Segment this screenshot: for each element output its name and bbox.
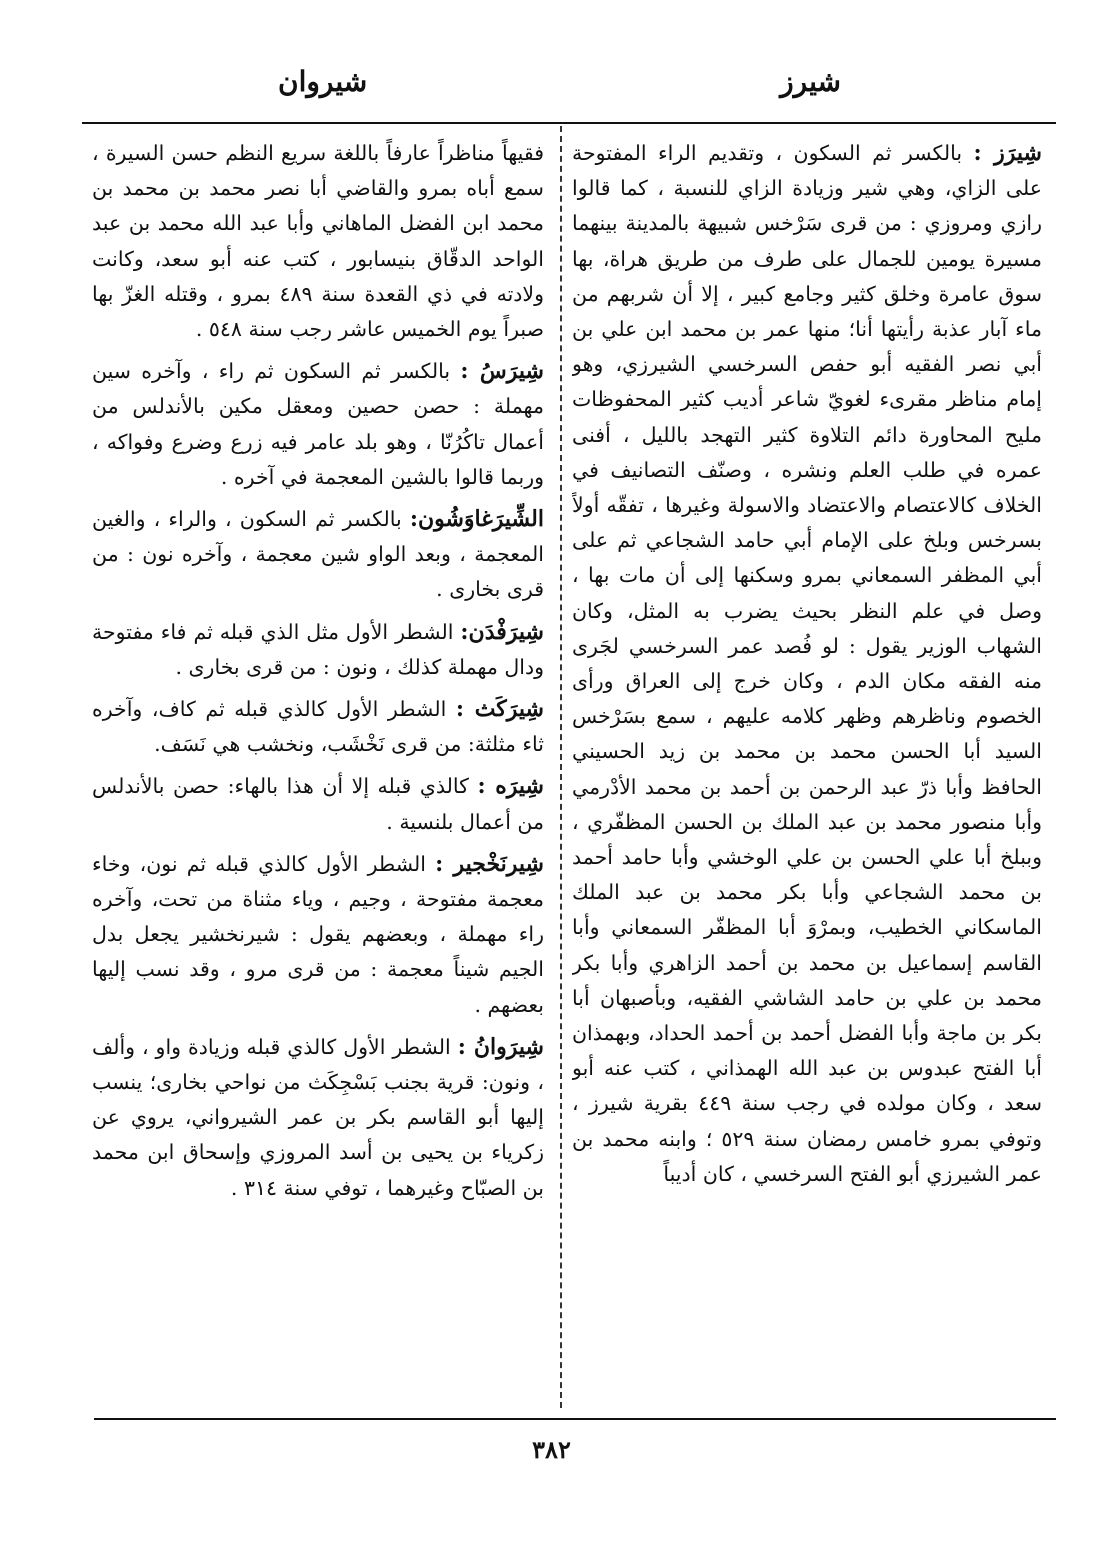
entry-body: فقيهاً مناظراً عارفاً باللغة سريع النظم حسن السيرة ، سمع أباه بمرو والقاضي أبا نصر محمد بن محمد بن محمد ابن الفضل الماهاني وأبا عبد الله محمد بن عبد الواحد الدقّاق بنيسابور ، كتب عنه أبو سعد، وكانت ولادته في ذي القعدة سنة ٤٨٩ بمرو ، وقتله الغزّ بها صبراً يوم الخميس عاشر رجب سنة ٥٤٨ .: [92, 141, 544, 342]
entry-body: بالكسر ثم السكون ، والراء ، والغين المعجمة ، وبعد الواو شين معجمة ، وآخره نون : من قرى بخارى .: [92, 507, 544, 602]
entry-headword: شِيرنَخْجير :: [435, 850, 544, 877]
entry-headword: شِيرَفْدَن:: [460, 618, 544, 645]
left-column: [92, 136, 544, 1414]
entry-headword: شِيرَوانُ :: [457, 1033, 544, 1060]
entry-body: الشطر الأول كالذي قبله ثم كاف، وآخره ثاء مثلثة: من قرى نَخْشَب، ونخشب هي نَسَف.: [92, 697, 544, 757]
entry-shirah: [92, 769, 544, 839]
entry-shirfadan: [92, 615, 544, 685]
right-column: [572, 136, 1042, 1414]
entry-shirwan: [92, 1030, 544, 1206]
footer-rule: [94, 1418, 1056, 1420]
entry-shirghawashun: [92, 502, 544, 608]
entry-shiras: [92, 354, 544, 495]
entry-shiraz: [572, 136, 1042, 1192]
entry-continuation: [92, 136, 544, 347]
header-rule: [82, 122, 1056, 124]
entry-headword: شِيرَه :: [477, 773, 544, 800]
page-number: ٣٨٢: [532, 1435, 571, 1464]
entry-headword: شِيرَز :: [973, 140, 1042, 166]
entry-shirkath: [92, 692, 544, 762]
entry-body: بالكسر ثم السكون ثم راء ، وآخره سين مهملة : حصن حصين ومعقل مكين بالأندلس من أعمال تاكُرُنّا ، وهو بلد عامر فيه زرع وضرع وفواكه ، وربما قالوا بالشين المعجمة في آخره .: [92, 359, 544, 489]
entry-shirnakhjir: [92, 847, 544, 1023]
entry-body: الشطر الأول مثل الذي قبله ثم فاء مفتوحة ودال مهملة كذلك ، ونون : من قرى بخارى .: [92, 619, 544, 679]
entry-headword: الشِّيرَغاوَشُون:: [409, 506, 544, 533]
entry-body: بالكسر ثم السكون ، وتقديم الراء المفتوحة على الزاي، وهي شير وزيادة الزاي للنسبة ، كما قالوا رازي ومروزي : من قرى سَرْخس شبيهة بالمدينة بينهما مسيرة يومين للجمال على طرف من طريق هراة، بها سوق عامرة وخلق كثير وجامع كبير ، إلا أن شربهم من ماء آبار عذبة رأيتها أنا؛ منها عمر بن محمد ابن علي بن أبي نصر الفقيه أبو حفص السرخسي الشيرزي، وهو إمام مناظر مقرىء لغويّ شاعر أديب كثير المحفوظات مليح المحاورة دائم التلاوة كثير التهجد بالليل ، أفنى عمره في طلب العلم ونشره ، وصنّف التصانيف في الخلاف كالاعتصام والاعتضاد والاسولة وغيرها ، تفقّه أولاً بسرخس وبلخ على الإمام أبي حامد الشجاعي ثم على أبي المظفر السمعاني بمرو وسكنها إلى أن مات بها ، وصل في علم النظر بحيث يضرب به المثل، وكان الشهاب الوزير يقول : لو فُصد عمر السرخسي لجَرى منه الفقه مكان الدم ، وكان خرج إلى العراق ورأى الخصوم وناظرهم وظهر كلامه عليهم ، سمع بسَرْخس السيد أبا الحسن محمد بن محمد بن زيد الحسيني الحافظ وأبا ذرّ عبد الرحمن بن أحمد بن محمد الأدْرمي وأبا منصور محمد بن عبد الملك بن الحسن المظفّري ، وببلخ أبا علي الحسن بن علي الوخشي وأبا حامد أحمد بن محمد الشجاعي وأبا بكر محمد بن عبد الملك الماسكاني الخطيب، وبمرْوَ أبا المظفّر السمعاني وأبا القاسم إسماعيل بن محمد بن أحمد الزاهري وأبا بكر محمد بن علي بن حامد الشاشي الفقيه، وبأصبهان أبا بكر بن ماجة وأبا الفضل أحمد بن أحمد الحداد، وبهمذان أبا الفتح عبدوس بن عبد الله الهمذاني ، كتب عنه أبو سعد ، وكان مولده في رجب سنة ٤٤٩ بقرية شيرز ، وتوفي بمرو خامس رمضان سنة ٥٢٩ ؛ وابنه محمد بن عمر الشيرزي أبو الفتح السرخسي ، كان أديباً: [572, 141, 1042, 1186]
running-header-right: شيرز: [780, 65, 841, 98]
entry-body: الشطر الأول كالذي قبله وزيادة واو ، وألف ، ونون: قرية بجنب بَسْجِكَث من نواحي بخارى؛ ينسب إليها أبو القاسم بكر بن عمر الشيرواني، يروي عن زكرياء بن يحيى بن أسد المروزي وإسحاق ابن محمد بن الصبّاح وغيرهما ، توفي سنة ٣١٤ .: [92, 1034, 544, 1200]
entry-headword: شِيرَسُ :: [460, 358, 544, 385]
entry-body: الشطر الأول كالذي قبله ثم نون، وخاء معجمة مفتوحة ، وجيم ، وياء مثناة من تحت، وآخره راء مهملة ، وبعضهم يقول : شيرنخشير يجعل بدل الجيم شيناً معجمة : من قرى مرو ، وقد نسب إليها بعضهم .: [92, 851, 544, 1017]
entry-body: كالذي قبله إلا أن هذا بالهاء: حصن بالأندلس من أعمال بلنسية .: [92, 774, 544, 834]
entry-headword: شِيرَكَث :: [455, 696, 544, 723]
running-header-left: شيروان: [278, 65, 368, 98]
column-divider: [560, 126, 562, 1408]
